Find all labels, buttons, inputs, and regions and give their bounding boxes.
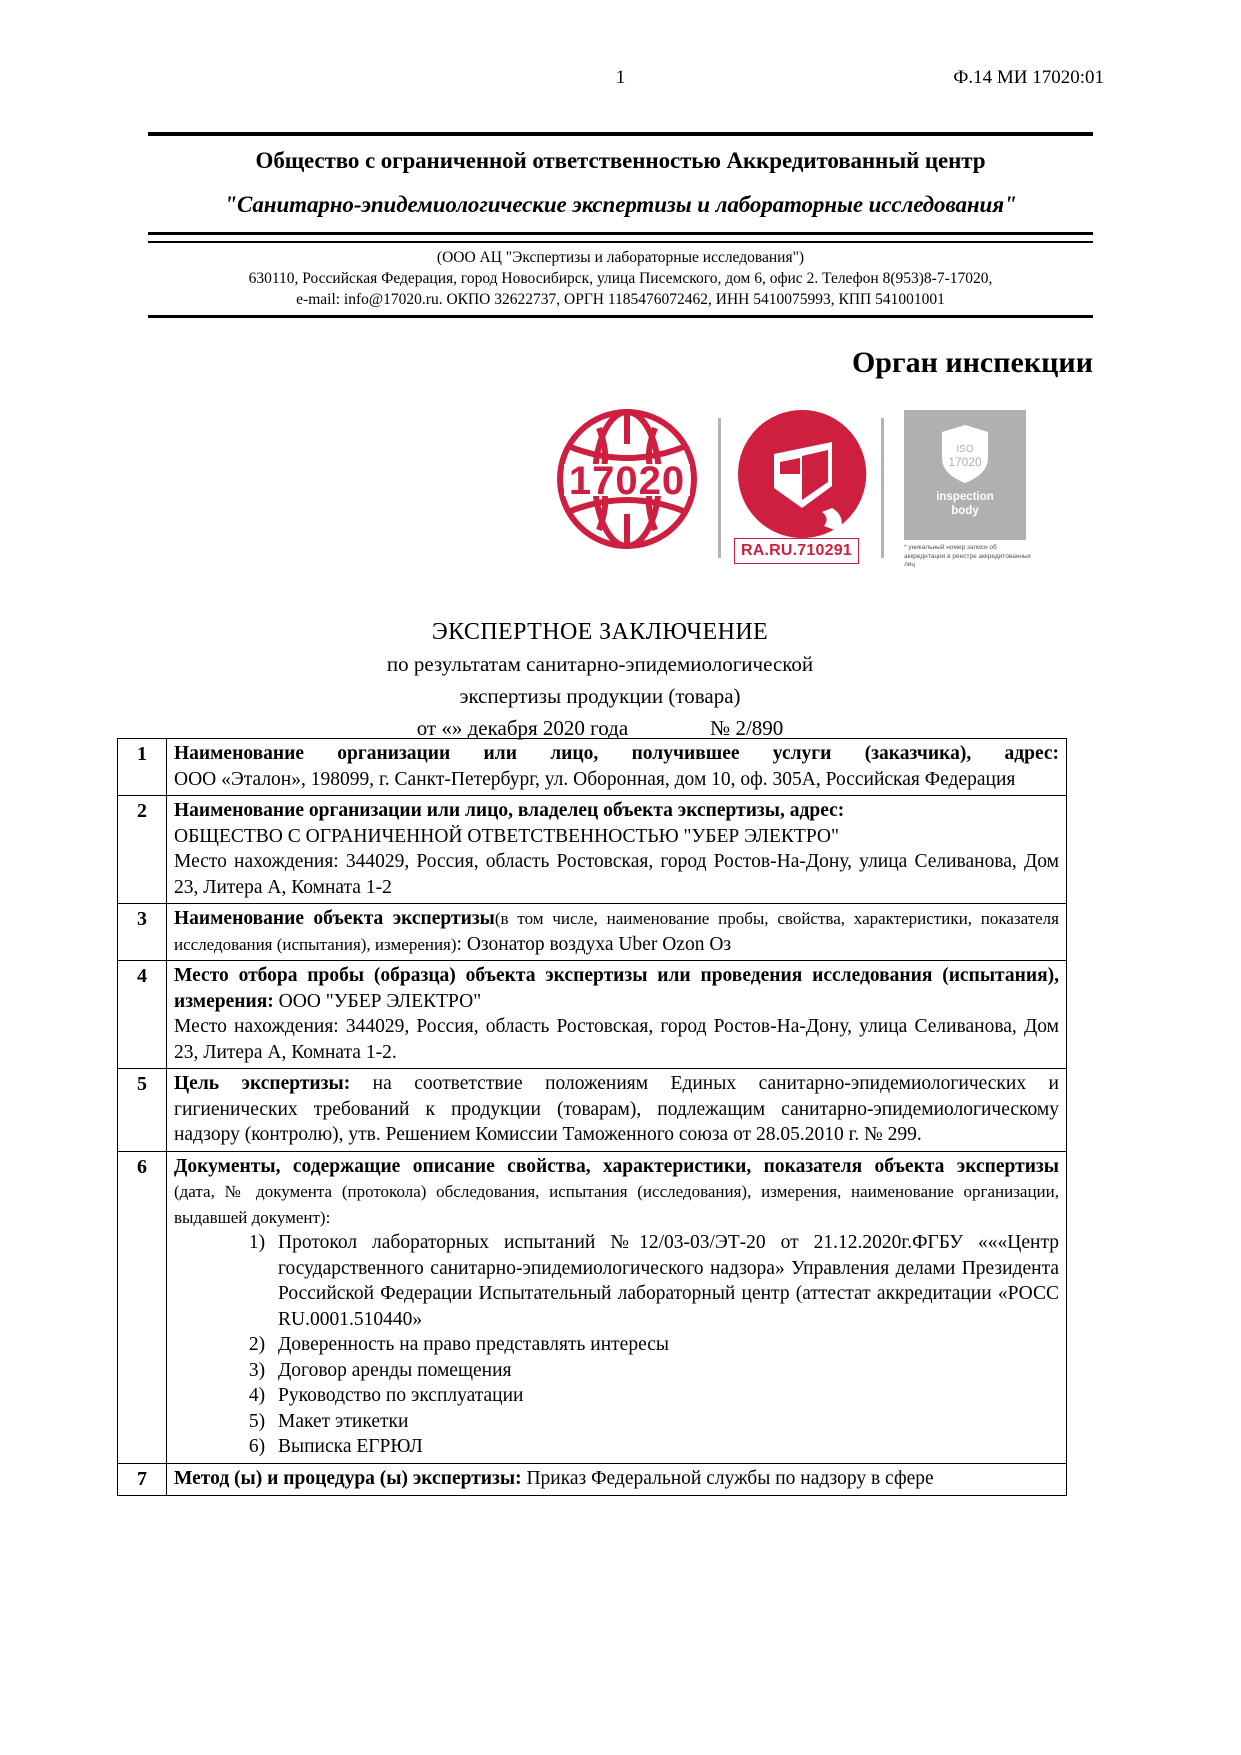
row-heading-tail: , адрес: (780, 800, 845, 821)
letterhead-bottom-rule (148, 315, 1093, 318)
org-quoted-name: "Санитарно-эпидемиологические экспертизы и лабораторные исследования" (224, 192, 1017, 217)
row-number: 4 (118, 961, 167, 1069)
table-row (118, 1463, 1067, 1495)
letterhead-middle-rule (148, 232, 1093, 243)
row-text-2: Место нахождения: 344029, Россия, область Ростовская, город Ростов-На-Дону, улица Селиванова, Дом 23, Литера А, Комната 1-2. (174, 1016, 1059, 1063)
row-heading: Наименование организации или лицо, владелец объекта экспертизы (174, 800, 780, 821)
org-contact-block (148, 243, 1093, 310)
row-number: 1 (118, 739, 167, 796)
row-heading: Метод (ы) и процедура (ы) экспертизы: (174, 1467, 522, 1489)
row-number: 6 (118, 1151, 167, 1463)
row-heading: Место отбора пробы (образца) объекта экспертизы или проведения исследования (испытания), измерения: (174, 965, 1059, 1012)
expert-conclusion-table (117, 738, 1067, 1496)
row-content (167, 1463, 1067, 1495)
list-item: 1. Протокол лабораторных испытаний №12/03-03/ЭТ-20 от 21.12.2020г.ФГБУ «««Центр государственного санитарно-эпидемиологического надзора» Управления делами Президента Российской Федерации Испытательный лабораторный центр (аттестат аккредитации «РОСС RU.0001.510440» (270, 1230, 1059, 1332)
row-heading: Наименование организации или лицо, получившее услуги (заказчика), адрес: (174, 743, 1059, 764)
row-text: на соответствие положениям Единых санитарно-эпидемиологических и гигиенических требований к продукции (товарам), подлежащим санитарно-эпидемиологическому надзору (контролю), утв. Решением Комиссии Таможенного союза от 28.05.2010 г. № 299. (174, 1073, 1059, 1145)
row-heading-wrapper (174, 1466, 1059, 1492)
row-heading-wrapper (174, 963, 1059, 1014)
org-short-name: (ООО АЦ "Экспертизы и лабораторные исследования") (436, 249, 805, 266)
logo-divider-2 (881, 418, 884, 558)
accreditation-number-badge: RA.RU.710291 (734, 538, 859, 564)
org-registry-codes: e-mail: info@17020.ru. ОКПО 32622737, ОРГН 1185476072462, ИНН 5410075993, КПП 541001001 (296, 291, 945, 308)
row-content (167, 796, 1067, 904)
org-address: 630110, Российская Федерация, город Новосибирск, улица Писемского, дом 6, офис 2. Телефон 8(953)8-7-17020, (248, 270, 993, 287)
row-text: : Озонатор воздуха Uber Ozon Oз (456, 933, 732, 955)
row-note: (в том числе, наименование пробы, свойства, характеристики, показателя исследования (испытания), измерения) (174, 909, 1059, 954)
row-note: (дата, № документа (протокола) обследования, испытания (исследования), измерения, наименование организации, выдавшей документ): (174, 1182, 1059, 1227)
letterhead (148, 132, 1093, 318)
table-row (118, 796, 1067, 904)
row-content (167, 1069, 1067, 1152)
row-heading: Документы, содержащие описание свойства, характеристики, показателя объекта экспертизы (174, 1155, 1059, 1177)
document-title-block (120, 616, 1080, 744)
iso-box-caption (904, 490, 1026, 518)
document-title: ЭКСПЕРТНОЕ ЗАКЛЮЧЕНИЕ (431, 619, 769, 645)
iso-17020-globe-icon (552, 404, 702, 554)
row-heading-wrapper (174, 1071, 1059, 1148)
list-item: 4. Руководство по эксплуатации (270, 1383, 1059, 1409)
row-number: 2 (118, 796, 167, 904)
iso-caption-line2: body (951, 505, 979, 517)
row-number: 3 (118, 904, 167, 961)
row-heading-wrapper (174, 798, 1059, 824)
row-heading: Цель экспертизы: (174, 1073, 351, 1094)
row-content (167, 904, 1067, 961)
page-number: 1 (615, 67, 626, 88)
row-text-1: ООО "УБЕР ЭЛЕКТРО" (273, 990, 482, 1012)
row-number: 5 (118, 1069, 167, 1152)
form-code: Ф.14 МИ 17020:01 (953, 67, 1104, 88)
list-item: 5. Макет этикетки (270, 1409, 1059, 1435)
document-number: № 2/890 (710, 716, 784, 740)
table-row (118, 739, 1067, 796)
list-item: 2. Доверенность на право представлять интересы (270, 1332, 1059, 1358)
ral-accreditation-icon (736, 408, 868, 540)
accreditation-footnote: * уникальный номер записи об аккредитации в реестре аккредитованных лиц (904, 544, 1031, 568)
iso-17020-inspection-body-mark (904, 410, 1026, 540)
row-text: ООО «Эталон», 198099, г. Санкт-Петербург, ул. Оборонная, дом 10, оф. 305А, Российская Федерация (174, 768, 1016, 790)
list-item: 6. Выписка ЕГРЮЛ (270, 1434, 1059, 1460)
row-number: 7 (118, 1463, 167, 1495)
iso-caption-line1: inspection (936, 491, 994, 503)
row-content (167, 1151, 1067, 1463)
document-subtitle-line1: по результатам санитарно-эпидемиологической (386, 652, 814, 676)
iso-shield-icon (940, 424, 990, 484)
document-subtitle-line2: экспертизы продукции (товара) (459, 684, 741, 708)
document-date: от «» декабря 2020 года (416, 716, 629, 740)
row-text: Приказ Федеральной службы по надзору в сфере (521, 1467, 934, 1489)
logo-strip (540, 398, 1100, 578)
row-text-1: ОБЩЕСТВО С ОГРАНИЧЕННОЙ ОТВЕТСТВЕННОСТЬЮ "УБЕР ЭЛЕКТРО" (174, 825, 839, 847)
svg-text:17020: 17020 (948, 455, 982, 469)
inspection-body-title: Орган инспекции (851, 346, 1093, 379)
list-item: 3. Договор аренды помещения (270, 1358, 1059, 1384)
row-content (167, 739, 1067, 796)
table-row (118, 1151, 1067, 1463)
org-full-name: Общество с ограниченной ответственностью Аккредитованный центр (255, 148, 986, 173)
table-row (118, 961, 1067, 1069)
row-content (167, 961, 1067, 1069)
logo-divider-1 (718, 418, 721, 558)
svg-text:17020: 17020 (568, 459, 686, 503)
row-heading: Наименование объекта экспертизы (174, 908, 495, 929)
row-heading-wrapper (174, 906, 1059, 957)
table-row (118, 904, 1067, 961)
row-text-2: Место нахождения: 344029, Россия, область Ростовская, город Ростов-На-Дону, улица Селиванова, Дом 23, Литера А, Комната 1-2 (174, 851, 1059, 898)
running-head (0, 66, 1241, 96)
supporting-documents-list (174, 1230, 1059, 1460)
table-row (118, 1069, 1067, 1152)
svg-text:ISO: ISO (956, 444, 974, 455)
